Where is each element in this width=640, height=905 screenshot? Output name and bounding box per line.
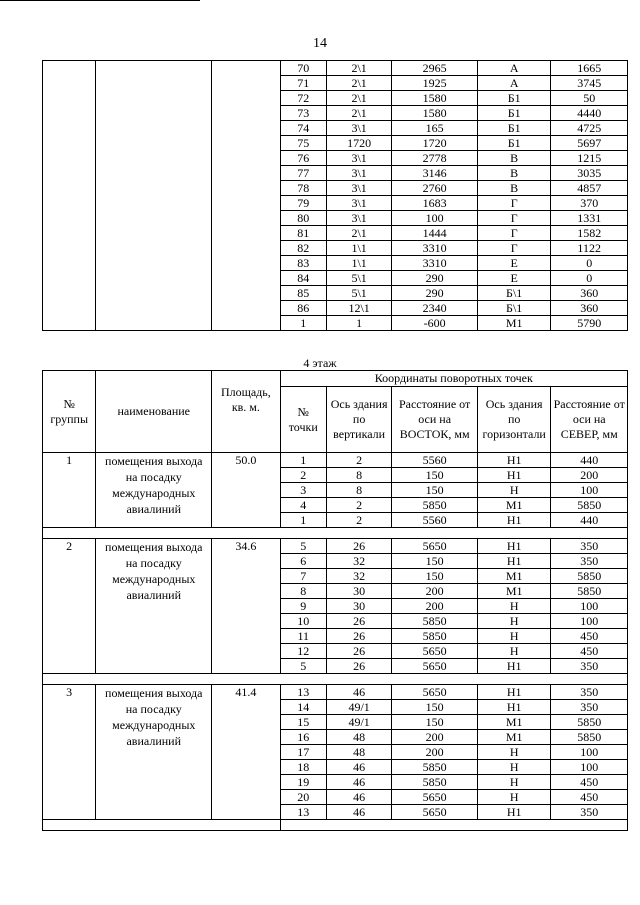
dist-east: 5650: [392, 790, 478, 805]
point-number: 5: [280, 659, 326, 674]
header-axis-vertical: Ось здания по вертикали: [326, 387, 391, 453]
group-area: 50.0: [212, 453, 280, 528]
axis-vertical: 30: [326, 599, 391, 614]
coordinates-table-continued: [42, 60, 628, 331]
axis-vertical: 32: [326, 554, 391, 569]
axis-vertical: 2\1: [326, 226, 391, 241]
point-number: 77: [280, 166, 326, 181]
point-number: 71: [280, 76, 326, 91]
axis-vertical: 2: [326, 453, 391, 468]
axis-horizontal: Г: [477, 241, 551, 256]
axis-horizontal: Н1: [477, 805, 551, 820]
axis-horizontal: Н1: [477, 513, 551, 528]
axis-vertical: 30: [326, 584, 391, 599]
group-area: 34.6: [212, 539, 280, 674]
dist-north: 1665: [551, 61, 628, 76]
dist-east: 150: [392, 715, 478, 730]
axis-horizontal: М1: [477, 715, 551, 730]
empty-cell: [280, 820, 627, 831]
axis-vertical: 49/1: [326, 715, 391, 730]
dist-east: 1720: [392, 136, 478, 151]
dist-east: 5650: [392, 805, 478, 820]
axis-vertical: 2\1: [326, 61, 391, 76]
dist-north: 100: [551, 599, 628, 614]
header-coords: Координаты поворотных точек: [280, 371, 627, 387]
axis-horizontal: Е: [477, 256, 551, 271]
dist-east: 2340: [392, 301, 478, 316]
axis-horizontal: Н1: [477, 685, 551, 700]
axis-horizontal: Н: [477, 644, 551, 659]
group-number: 3: [43, 685, 96, 820]
group-name: помещения выхода на посадку международных авиалиний: [96, 685, 212, 820]
point-number: 72: [280, 91, 326, 106]
dist-north: 350: [551, 805, 628, 820]
axis-horizontal: Н: [477, 629, 551, 644]
dist-north: 0: [551, 271, 628, 286]
point-number: 80: [280, 211, 326, 226]
dist-east: -600: [392, 316, 478, 331]
group-number: 2: [43, 539, 96, 674]
table-row: [43, 539, 628, 554]
table-row: [43, 61, 628, 76]
axis-horizontal: Н: [477, 790, 551, 805]
axis-horizontal: В: [477, 181, 551, 196]
point-number: 75: [280, 136, 326, 151]
axis-horizontal: Н1: [477, 554, 551, 569]
dist-east: 5650: [392, 659, 478, 674]
axis-horizontal: В: [477, 166, 551, 181]
dist-north: 100: [551, 483, 628, 498]
axis-vertical: 26: [326, 539, 391, 554]
axis-horizontal: Б1: [477, 106, 551, 121]
dist-east: 5850: [392, 498, 478, 513]
point-number: 73: [280, 106, 326, 121]
dist-east: 100: [392, 211, 478, 226]
dist-north: 5850: [551, 715, 628, 730]
axis-vertical: 5\1: [326, 271, 391, 286]
area-cell: [212, 61, 280, 331]
axis-vertical: 8: [326, 468, 391, 483]
axis-vertical: 1720: [326, 136, 391, 151]
point-number: 79: [280, 196, 326, 211]
dist-east: 5560: [392, 453, 478, 468]
dist-east: 5850: [392, 760, 478, 775]
axis-horizontal: Б\1: [477, 286, 551, 301]
axis-vertical: 1\1: [326, 241, 391, 256]
axis-horizontal: Н1: [477, 453, 551, 468]
dist-east: 200: [392, 584, 478, 599]
axis-vertical: 26: [326, 629, 391, 644]
point-number: 86: [280, 301, 326, 316]
dist-north: 1582: [551, 226, 628, 241]
header-axis-horizontal: Ось здания по горизонтали: [477, 387, 551, 453]
point-number: 16: [280, 730, 326, 745]
axis-vertical: 3\1: [326, 181, 391, 196]
dist-north: 450: [551, 790, 628, 805]
axis-vertical: 26: [326, 659, 391, 674]
axis-vertical: 2: [326, 513, 391, 528]
dist-east: 150: [392, 483, 478, 498]
dist-north: 200: [551, 468, 628, 483]
axis-vertical: 46: [326, 685, 391, 700]
dist-east: 5850: [392, 629, 478, 644]
dist-north: 450: [551, 775, 628, 790]
axis-horizontal: Н1: [477, 700, 551, 715]
axis-vertical: 2\1: [326, 91, 391, 106]
header-dist-east: Расстояние от оси на ВОСТОК, мм: [392, 387, 478, 453]
dist-north: 3035: [551, 166, 628, 181]
dist-east: 290: [392, 271, 478, 286]
dist-north: 440: [551, 513, 628, 528]
dist-north: 5790: [551, 316, 628, 331]
axis-horizontal: А: [477, 61, 551, 76]
point-number: 19: [280, 775, 326, 790]
dist-north: 360: [551, 301, 628, 316]
dist-east: 2760: [392, 181, 478, 196]
point-number: 78: [280, 181, 326, 196]
page-number: 14: [313, 36, 327, 51]
axis-vertical: 46: [326, 760, 391, 775]
point-number: 8: [280, 584, 326, 599]
dist-north: 5850: [551, 498, 628, 513]
top-rule: [0, 0, 200, 1]
dist-east: 1925: [392, 76, 478, 91]
dist-east: 5650: [392, 685, 478, 700]
point-number: 82: [280, 241, 326, 256]
point-number: 17: [280, 745, 326, 760]
dist-north: 5850: [551, 584, 628, 599]
point-number: 74: [280, 121, 326, 136]
dist-east: 5850: [392, 614, 478, 629]
point-number: 70: [280, 61, 326, 76]
dist-north: 350: [551, 539, 628, 554]
axis-vertical: 32: [326, 569, 391, 584]
axis-horizontal: Б1: [477, 121, 551, 136]
axis-horizontal: Н: [477, 483, 551, 498]
header-name: наименование: [96, 371, 212, 453]
empty-cell: [43, 820, 281, 831]
group-name: помещения выхода на посадку международных авиалиний: [96, 453, 212, 528]
axis-horizontal: Н1: [477, 659, 551, 674]
point-number: 85: [280, 286, 326, 301]
point-number: 1: [280, 316, 326, 331]
dist-north: 350: [551, 659, 628, 674]
dist-east: 165: [392, 121, 478, 136]
dist-north: 1331: [551, 211, 628, 226]
point-number: 10: [280, 614, 326, 629]
group-area: 41.4: [212, 685, 280, 820]
header-point: № точки: [280, 387, 326, 453]
axis-horizontal: Г: [477, 226, 551, 241]
axis-horizontal: В: [477, 151, 551, 166]
point-number: 12: [280, 644, 326, 659]
point-number: 83: [280, 256, 326, 271]
point-number: 3: [280, 483, 326, 498]
axis-horizontal: Н: [477, 745, 551, 760]
point-number: 2: [280, 468, 326, 483]
group-cell: [43, 61, 96, 331]
axis-vertical: 26: [326, 614, 391, 629]
table-row: [43, 685, 628, 700]
axis-horizontal: Б\1: [477, 301, 551, 316]
floor-4-coordinates-table: [42, 370, 628, 831]
separator-cell: [43, 528, 628, 539]
axis-vertical: 46: [326, 790, 391, 805]
axis-horizontal: Н: [477, 614, 551, 629]
dist-north: 100: [551, 745, 628, 760]
axis-horizontal: Н1: [477, 539, 551, 554]
name-cell: [96, 61, 212, 331]
dist-east: 5560: [392, 513, 478, 528]
dist-east: 200: [392, 745, 478, 760]
axis-horizontal: Н: [477, 775, 551, 790]
axis-vertical: 3\1: [326, 151, 391, 166]
axis-horizontal: М1: [477, 569, 551, 584]
dist-east: 290: [392, 286, 478, 301]
point-number: 11: [280, 629, 326, 644]
dist-north: 50: [551, 91, 628, 106]
point-number: 9: [280, 599, 326, 614]
dist-east: 200: [392, 730, 478, 745]
axis-vertical: 2\1: [326, 106, 391, 121]
dist-east: 5850: [392, 775, 478, 790]
dist-east: 5650: [392, 539, 478, 554]
dist-north: 450: [551, 644, 628, 659]
dist-east: 1683: [392, 196, 478, 211]
dist-east: 150: [392, 569, 478, 584]
dist-east: 5650: [392, 644, 478, 659]
axis-vertical: 49/1: [326, 700, 391, 715]
dist-north: 100: [551, 760, 628, 775]
dist-north: 350: [551, 700, 628, 715]
group-separator: [43, 674, 628, 685]
dist-north: 4440: [551, 106, 628, 121]
dist-north: 100: [551, 614, 628, 629]
point-number: 15: [280, 715, 326, 730]
axis-vertical: 1\1: [326, 256, 391, 271]
dist-north: 370: [551, 196, 628, 211]
point-number: 18: [280, 760, 326, 775]
dist-north: 440: [551, 453, 628, 468]
dist-east: 3310: [392, 241, 478, 256]
dist-north: 1215: [551, 151, 628, 166]
dist-north: 5850: [551, 730, 628, 745]
dist-north: 1122: [551, 241, 628, 256]
point-number: 7: [280, 569, 326, 584]
floor-caption: 4 этаж: [303, 356, 337, 370]
dist-north: 3745: [551, 76, 628, 91]
header-area: Площадь, кв. м.: [212, 371, 280, 453]
axis-vertical: 3\1: [326, 121, 391, 136]
point-number: 14: [280, 700, 326, 715]
axis-horizontal: Г: [477, 196, 551, 211]
group-separator: [43, 528, 628, 539]
dist-north: 4725: [551, 121, 628, 136]
point-number: 4: [280, 498, 326, 513]
point-number: 6: [280, 554, 326, 569]
dist-east: 2965: [392, 61, 478, 76]
dist-north: 350: [551, 554, 628, 569]
group-name: помещения выхода на посадку международных авиалиний: [96, 539, 212, 674]
axis-vertical: 46: [326, 775, 391, 790]
dist-north: 5850: [551, 569, 628, 584]
axis-vertical: 5\1: [326, 286, 391, 301]
point-number: 81: [280, 226, 326, 241]
separator-cell: [43, 674, 628, 685]
axis-vertical: 2\1: [326, 76, 391, 91]
dist-east: 3310: [392, 256, 478, 271]
dist-north: 0: [551, 256, 628, 271]
dist-east: 150: [392, 554, 478, 569]
table-end-row: [43, 820, 628, 831]
axis-horizontal: М1: [477, 316, 551, 331]
axis-vertical: 12\1: [326, 301, 391, 316]
dist-east: 150: [392, 700, 478, 715]
header-group: № группы: [43, 371, 96, 453]
dist-east: 1580: [392, 106, 478, 121]
axis-horizontal: А: [477, 76, 551, 91]
point-number: 20: [280, 790, 326, 805]
point-number: 13: [280, 685, 326, 700]
dist-east: 2778: [392, 151, 478, 166]
axis-vertical: 3\1: [326, 196, 391, 211]
point-number: 1: [280, 513, 326, 528]
dist-north: 360: [551, 286, 628, 301]
axis-vertical: 3\1: [326, 211, 391, 226]
point-number: 84: [280, 271, 326, 286]
axis-horizontal: Б1: [477, 136, 551, 151]
dist-east: 3146: [392, 166, 478, 181]
axis-horizontal: Г: [477, 211, 551, 226]
dist-east: 150: [392, 468, 478, 483]
axis-vertical: 3\1: [326, 166, 391, 181]
point-number: 76: [280, 151, 326, 166]
table-row: [43, 453, 628, 468]
axis-horizontal: М1: [477, 498, 551, 513]
dist-east: 1580: [392, 91, 478, 106]
point-number: 1: [280, 453, 326, 468]
axis-vertical: 48: [326, 745, 391, 760]
axis-horizontal: М1: [477, 730, 551, 745]
dist-north: 4857: [551, 181, 628, 196]
axis-horizontal: Н: [477, 599, 551, 614]
axis-horizontal: Е: [477, 271, 551, 286]
axis-vertical: 46: [326, 805, 391, 820]
point-number: 5: [280, 539, 326, 554]
axis-vertical: 2: [326, 498, 391, 513]
dist-east: 200: [392, 599, 478, 614]
axis-horizontal: Н1: [477, 468, 551, 483]
point-number: 13: [280, 805, 326, 820]
dist-north: 5697: [551, 136, 628, 151]
axis-vertical: 8: [326, 483, 391, 498]
axis-vertical: 1: [326, 316, 391, 331]
header-dist-north: Расстояние от оси на СЕВЕР, мм: [551, 387, 628, 453]
dist-north: 450: [551, 629, 628, 644]
axis-vertical: 26: [326, 644, 391, 659]
group-number: 1: [43, 453, 96, 528]
axis-horizontal: Н: [477, 760, 551, 775]
axis-horizontal: Б1: [477, 91, 551, 106]
dist-east: 1444: [392, 226, 478, 241]
axis-vertical: 48: [326, 730, 391, 745]
dist-north: 350: [551, 685, 628, 700]
axis-horizontal: М1: [477, 584, 551, 599]
